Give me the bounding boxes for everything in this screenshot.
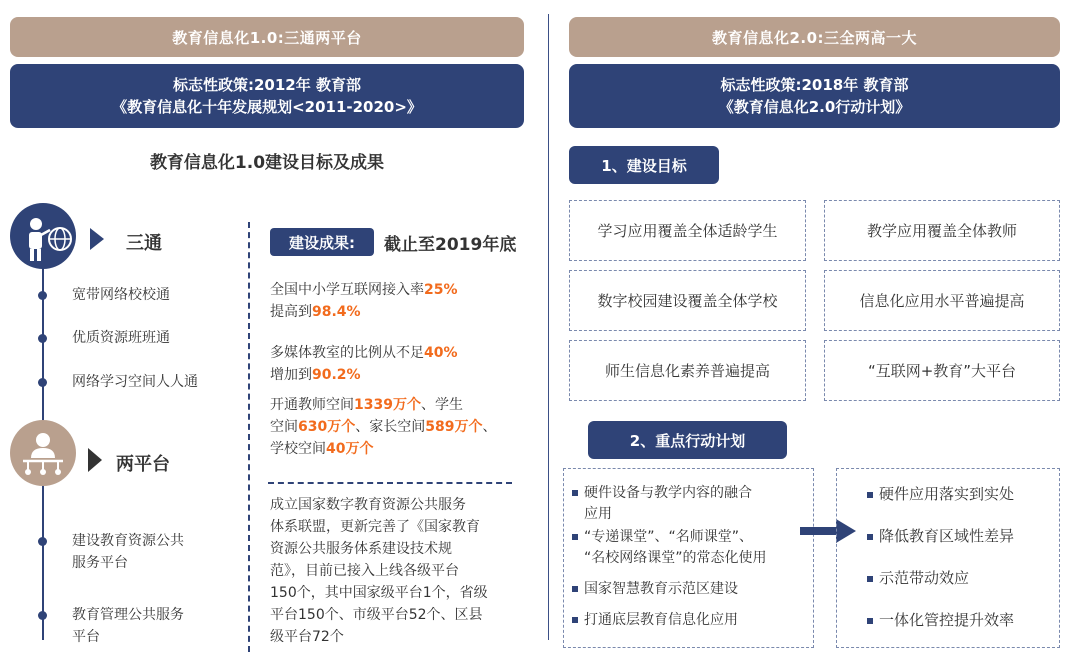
result-platforms bbox=[270, 494, 532, 648]
result-platforms-line: 资源公共服务体系建设技术规 bbox=[270, 541, 452, 557]
right-policy-line2: 《教育信息化2.0行动计划》 bbox=[718, 98, 911, 116]
result-multimedia-v2: 90.2% bbox=[312, 367, 361, 383]
liangpingtai-item-1 bbox=[72, 530, 184, 574]
result-internet bbox=[270, 279, 520, 323]
results-badge: 建设成果: bbox=[270, 228, 374, 256]
teacher-globe-icon bbox=[10, 203, 76, 269]
result-multimedia-v1: 40% bbox=[424, 345, 458, 361]
liangpingtai-item-2 bbox=[72, 604, 184, 648]
timeline-dot bbox=[38, 334, 47, 343]
plan-action-text: “专递课堂”、“名师课堂”、 bbox=[584, 529, 754, 545]
result-spaces-d: 、家长空间 bbox=[355, 419, 426, 435]
result-multimedia-pre: 多媒体教室的比例从不足 bbox=[270, 345, 424, 361]
bullet-square-icon bbox=[867, 534, 873, 540]
goals-pill: 1、建设目标 bbox=[569, 146, 719, 184]
santong-title: 三通 bbox=[126, 233, 162, 254]
goal-box: 师生信息化素养普遍提高 bbox=[569, 340, 806, 401]
bullet-square-icon bbox=[572, 490, 578, 496]
results-as-of: 截止至2019年底 bbox=[384, 235, 517, 255]
result-platforms-line: 150个，其中国家级平台1个，省级 bbox=[270, 585, 488, 601]
plan-actions-box bbox=[563, 468, 814, 648]
timeline-dot bbox=[38, 611, 47, 620]
plan-action-item bbox=[572, 483, 807, 525]
plan-action-item bbox=[572, 579, 807, 600]
santong-arrow-icon bbox=[90, 228, 104, 250]
result-platforms-line: 体系联盟，更新完善了《国家教育 bbox=[270, 519, 480, 535]
liangpingtai-item-2-line1: 教育管理公共服务 bbox=[72, 607, 184, 623]
result-platforms-line: 成立国家数字教育资源公共服务 bbox=[270, 497, 466, 513]
liangpingtai-item-1-line2: 服务平台 bbox=[72, 555, 128, 571]
bullet-square-icon bbox=[867, 492, 873, 498]
plan-action-text: 国家智慧教育示范区建设 bbox=[584, 581, 738, 597]
plan-effect-item bbox=[867, 567, 1059, 589]
bullet-square-icon bbox=[867, 576, 873, 582]
column-divider bbox=[548, 14, 549, 640]
plan-effect-item bbox=[867, 525, 1059, 547]
plan-effect-text: 降低教育区域性差异 bbox=[879, 527, 1015, 545]
result-spaces-v2: 630万个 bbox=[298, 419, 356, 435]
left-header-text: 教育信息化1.0:三通两平台 bbox=[172, 28, 362, 47]
people-network-icon bbox=[10, 420, 76, 486]
result-spaces-b: 、学生 bbox=[420, 397, 463, 413]
plan-action-text: 打通底层教育信息化应用 bbox=[584, 612, 738, 628]
result-spaces bbox=[270, 394, 532, 460]
plan-action-item bbox=[572, 610, 807, 631]
result-spaces-f: 学校空间 bbox=[270, 441, 326, 457]
result-platforms-line: 级平台72个 bbox=[270, 629, 344, 645]
santong-item-2: 优质资源班班通 bbox=[72, 330, 170, 346]
liangpingtai-item-2-line2: 平台 bbox=[72, 629, 100, 645]
result-spaces-v3: 589万个 bbox=[425, 419, 483, 435]
result-multimedia-mid: 增加到 bbox=[270, 367, 312, 383]
left-header bbox=[10, 17, 524, 57]
plan-effect-text: 示范带动效应 bbox=[879, 569, 970, 587]
liangpingtai-arrow-icon bbox=[88, 448, 102, 472]
plan-effect-item bbox=[867, 609, 1059, 631]
bullet-square-icon bbox=[572, 534, 578, 540]
plan-effect-item bbox=[867, 483, 1059, 505]
liangpingtai-title: 两平台 bbox=[116, 454, 170, 475]
result-internet-v2: 98.4% bbox=[312, 304, 361, 320]
plan-action-text: “名校网络课堂”的常态化使用 bbox=[584, 550, 767, 566]
result-spaces-v4: 40万个 bbox=[326, 441, 374, 457]
result-spaces-v1: 1339万个 bbox=[354, 397, 421, 413]
plan-action-text: 应用 bbox=[584, 506, 612, 522]
goal-box: 信息化应用水平普遍提高 bbox=[824, 270, 1060, 331]
left-policy-line2: 《教育信息化十年发展规划<2011-2020>》 bbox=[112, 98, 422, 116]
right-policy-box bbox=[569, 64, 1060, 128]
result-platforms-line: 平台150个、市级平台52个、区县 bbox=[270, 607, 483, 623]
timeline-dot bbox=[38, 378, 47, 387]
result-internet-mid: 提高到 bbox=[270, 304, 312, 320]
left-policy-box bbox=[10, 64, 524, 128]
result-spaces-a: 开通教师空间 bbox=[270, 397, 354, 413]
right-header bbox=[569, 17, 1060, 57]
bullet-square-icon bbox=[867, 618, 873, 624]
plan-effect-text: 硬件应用落实到实处 bbox=[879, 485, 1015, 503]
bullet-square-icon bbox=[572, 586, 578, 592]
result-spaces-c: 空间 bbox=[270, 419, 298, 435]
santong-item-1: 宽带网络校校通 bbox=[72, 287, 170, 303]
plan-action-text: 硬件设备与教学内容的融合 bbox=[584, 485, 752, 501]
left-policy-line1: 标志性政策:2012年 教育部 bbox=[173, 76, 361, 94]
bullet-square-icon bbox=[572, 617, 578, 623]
right-header-text: 教育信息化2.0:三全两高一大 bbox=[711, 28, 918, 47]
results-separator bbox=[268, 482, 512, 484]
liangpingtai-item-1-line1: 建设教育资源公共 bbox=[72, 533, 184, 549]
goal-box: “互联网+教育”大平台 bbox=[824, 340, 1060, 401]
left-section-title: 教育信息化1.0建设目标及成果 bbox=[149, 153, 385, 173]
right-policy-line1: 标志性政策:2018年 教育部 bbox=[720, 76, 909, 94]
result-multimedia bbox=[270, 342, 520, 386]
goal-box: 学习应用覆盖全体适龄学生 bbox=[569, 200, 806, 261]
plan-effect-text: 一体化管控提升效率 bbox=[879, 611, 1015, 629]
plan-action-item bbox=[572, 527, 807, 569]
result-platforms-line: 范》，目前已接入上线各级平台 bbox=[270, 563, 459, 579]
goal-box: 教学应用覆盖全体教师 bbox=[824, 200, 1060, 261]
goal-box: 数字校园建设覆盖全体学校 bbox=[569, 270, 806, 331]
result-internet-v1: 25% bbox=[424, 282, 458, 298]
result-spaces-e: 、 bbox=[482, 419, 497, 435]
plan-pill: 2、重点行动计划 bbox=[588, 421, 787, 459]
timeline-dot bbox=[38, 291, 47, 300]
result-internet-pre: 全国中小学互联网接入率 bbox=[270, 282, 424, 298]
timeline-dot bbox=[38, 537, 47, 546]
santong-item-3: 网络学习空间人人通 bbox=[72, 374, 198, 390]
plan-effects-box bbox=[836, 468, 1060, 648]
results-divider bbox=[248, 222, 250, 652]
